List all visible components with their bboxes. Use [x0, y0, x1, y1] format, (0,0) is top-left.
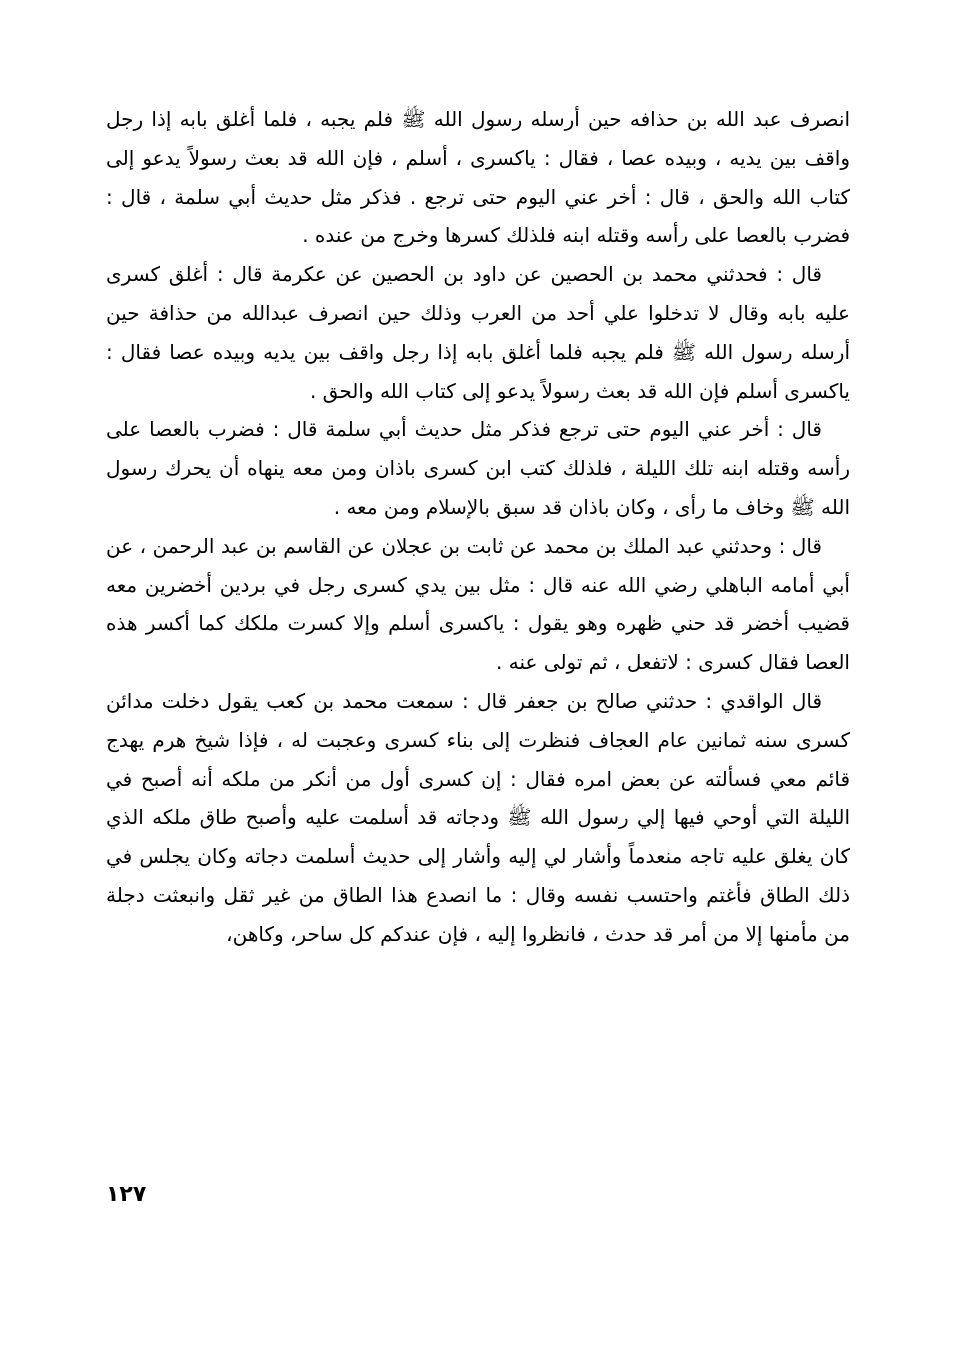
paragraph-1: انصرف عبد الله بن حذافه حين أرسله رسول الله ﷺ فلم يجبه ، فلما أغلق بابه إذا رجل واقف بين يديه ، وبيده عصا ، فقال : ياكسرى ، أسلم ، فإن الله قد بعث رسولاً يدعو إلى كتاب الله والحق ، قال : أخر عني اليوم حتى ترجع . فذكر مثل حديث أبي سلمة ، قال : فضرب بالعصا على رأسه وقتله ابنه فلذلك كسرها وخرج من عنده . — [106, 107, 850, 248]
paragraph-5: قال الواقدي : حدثني صالح بن جعفر قال : سمعت محمد بن كعب يقول دخلت مدائن كسرى سنه ثمانين عام العجاف فنظرت إلى بناء كسرى وعجبت له ، فإذا شيخ هرم يهدج قائم معي فسألته عن بعض امره فقال : إن كسرى أول من أنكر من ملكه أنه أصبح في الليلة التي أوحي فيها إلي رسول الله ﷺ ودجاته قد أسلمت عليه وأصبح طاق ملكه الذي كان يغلق عليه تاجه منعدماً وأشار لي إليه وأشار إلى حديث أسلمت دجاته وكان يجلس في ذلك الطاق فأغتم واحتسب نفسه وقال : ما انصدع هذا الطاق من غير ثقل وانبعثت دجلة من مأمنها إلا من أمر قد حدث ، فانظروا إليه ، فإن عندكم كل ساحر، وكاهن، — [106, 688, 850, 946]
paragraph-4: قال : وحدثني عبد الملك بن محمد عن ثابت بن عجلان عن القاسم بن عبد الرحمن ، عن أبي أمامه الباهلي رضي الله عنه قال : مثل بين يدي كسرى رجل في بردين أخضرين معه قضيب أخضر قد حني ظهره وهو يقول : ياكسرى أسلم وإلا كسرت ملكك كما أكسر هذه العصا فقال كسرى : لاتفعل ، ثم تولى عنه . — [106, 533, 850, 675]
paragraph-2: قال : فحدثني محمد بن الحصين عن داود بن الحصين عن عكرمة قال : أغلق كسرى عليه بابه وقال لا تدخلوا علي أحد من العرب وذلك حين انصرف عبدالله من حذافة حين أرسله رسول الله ﷺ فلم يجبه فلما أغلق بابه إذا رجل واقف بين يديه وبيده عصا فقال : ياكسرى أسلم فإن الله قد بعث رسولاً يدعو إلى كتاب الله والحق . — [106, 262, 850, 403]
paragraph-3: قال : أخر عني اليوم حتى ترجع فذكر مثل حديث أبي سلمة قال : فضرب بالعصا على رأسه وقتله ابنه تلك الليلة ، فلذلك كتب ابن كسرى باذان ومن معه ينهاه أن يحرك رسول الله ﷺ وخاف ما رأى ، وكان باذان قد سبق بالإسلام ومن معه . — [106, 417, 850, 519]
body-text — [106, 100, 850, 954]
page-number: ١٢٧ — [106, 1182, 147, 1207]
